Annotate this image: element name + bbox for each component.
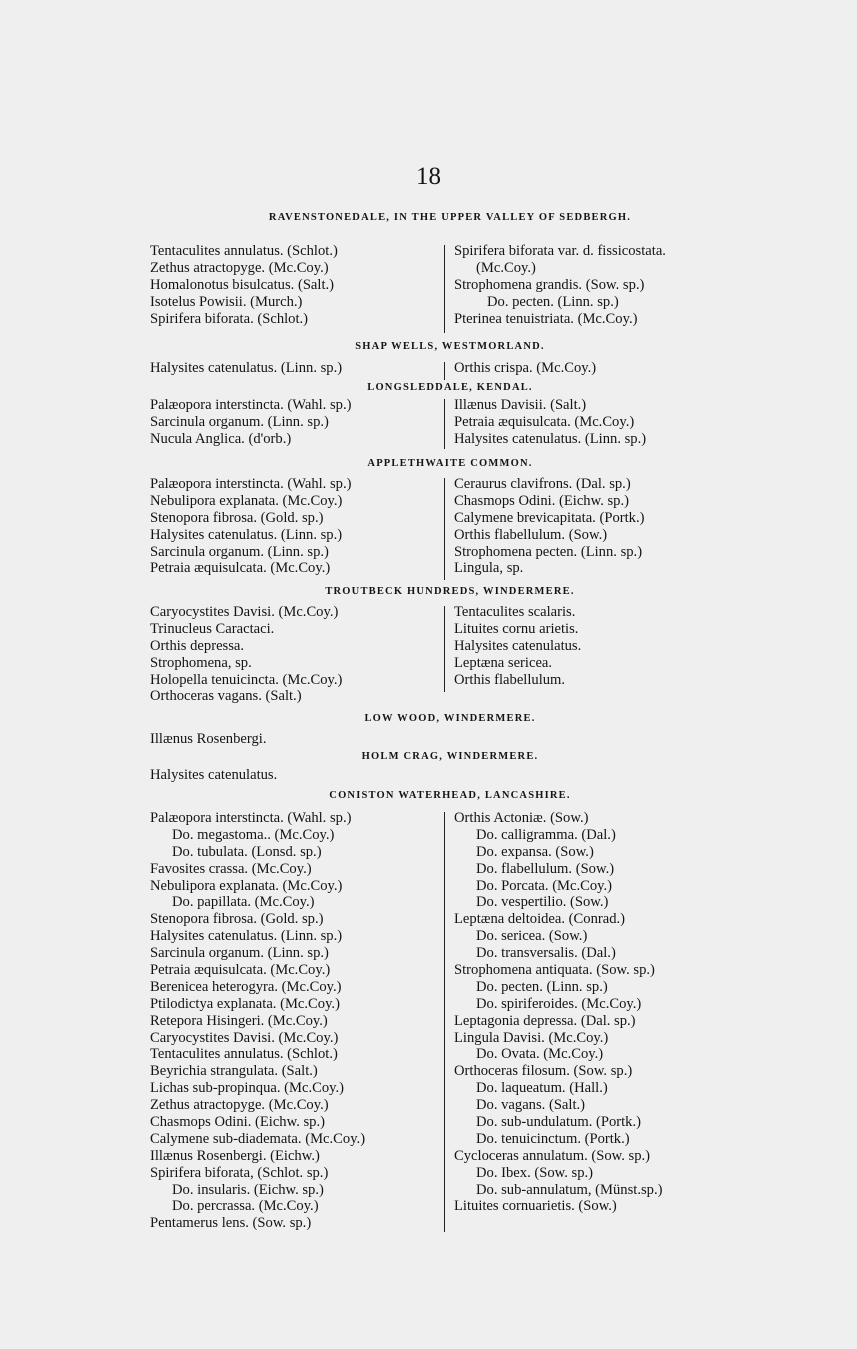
species-entry: Orthis flabellulum. xyxy=(454,671,566,688)
section-heading: HOLM CRAG, WINDERMERE. xyxy=(361,751,539,762)
species-entry: Illænus Rosenbergi. (Eichw.) xyxy=(150,1147,320,1164)
species-entry: Orthis Actoniæ. (Sow.) xyxy=(454,810,589,826)
left-column xyxy=(150,604,442,705)
species-entry: Pentamerus lens. (Sow. sp.) xyxy=(150,1215,312,1232)
species-entry: Do. calligramma. (Dal.) xyxy=(476,826,616,843)
species-entry: Palæopora interstincta. (Wahl. sp.) xyxy=(150,810,352,826)
species-entry: Halysites catenulatus. xyxy=(150,767,278,783)
species-entry: Trinucleus Caractaci. xyxy=(150,620,275,637)
species-entry: Stenopora fibrosa. (Gold. sp.) xyxy=(150,911,324,928)
right-column xyxy=(454,604,764,688)
species-entry: Beyrichia strangulata. (Salt.) xyxy=(150,1063,318,1080)
species-entry: Nebulipora explanata. (Mc.Coy.) xyxy=(150,877,343,894)
species-entry: Lichas sub-propinqua. (Mc.Coy.) xyxy=(150,1080,345,1097)
section-heading: TROUTBECK HUNDREDS, WINDERMERE. xyxy=(325,586,575,597)
species-entry: Strophomena pecten. (Linn. sp.) xyxy=(454,543,643,560)
right-column xyxy=(454,397,764,448)
species-entry: Sarcinula organum. (Linn. sp.) xyxy=(150,543,329,560)
species-entry: Tentaculites scalaris. xyxy=(454,604,576,620)
section-heading: APPLETHWAITE COMMON. xyxy=(367,458,533,469)
species-entry: Do. percrassa. (Mc.Coy.) xyxy=(172,1198,319,1215)
species-entry: Strophomena antiquata. (Sow. sp.) xyxy=(454,962,655,979)
species-entry: Do. insularis. (Eichw. sp.) xyxy=(172,1181,324,1198)
species-entry: Retepora Hisingeri. (Mc.Coy.) xyxy=(150,1012,328,1029)
species-entry: Spirifera biforata var. d. fissicostata. xyxy=(454,243,666,259)
species-entry: Caryocystites Davisi. (Mc.Coy.) xyxy=(150,604,339,620)
species-entry: Do. papillata. (Mc.Coy.) xyxy=(172,894,315,911)
species-entry: Do. sericea. (Sow.) xyxy=(476,928,588,945)
species-entry: Leptæna sericea. xyxy=(454,654,553,671)
species-entry: Strophomena grandis. (Sow. sp.) xyxy=(454,276,645,293)
species-entry: Calymene brevicapitata. (Portk.) xyxy=(454,509,645,526)
species-entry: Lituites cornuarietis. (Sow.) xyxy=(454,1198,617,1215)
species-entry: Do. pecten. (Linn. sp.) xyxy=(476,978,608,995)
species-entry: Homalonotus bisulcatus. (Salt.) xyxy=(150,276,335,293)
species-entry: Ptilodictya explanata. (Mc.Coy.) xyxy=(150,995,340,1012)
species-entry: Chasmops Odini. (Eichw. sp.) xyxy=(454,492,629,509)
species-entry: Do. expansa. (Sow.) xyxy=(476,843,594,860)
right-column xyxy=(454,476,764,577)
right-column xyxy=(454,243,764,327)
species-entry: Do. spiriferoides. (Mc.Coy.) xyxy=(476,995,642,1012)
left-column xyxy=(150,810,442,1232)
species-entry: Cycloceras annulatum. (Sow. sp.) xyxy=(454,1147,651,1164)
column-divider xyxy=(444,245,445,333)
species-entry: Halysites catenulatus. xyxy=(454,637,582,654)
species-entry: Petraia æquisulcata. (Mc.Coy.) xyxy=(150,560,331,577)
section-heading: CONISTON WATERHEAD, LANCASHIRE. xyxy=(329,790,571,801)
species-entry: Do. tubulata. (Lonsd. sp.) xyxy=(172,843,322,860)
column-divider xyxy=(444,399,445,449)
species-entry: Orthoceras vagans. (Salt.) xyxy=(150,688,302,705)
left-column xyxy=(150,243,442,327)
section-heading: LOW WOOD, WINDERMERE. xyxy=(364,713,536,724)
species-entry: Tentaculites annulatus. (Schlot.) xyxy=(150,243,338,259)
species-entry: Chasmops Odini. (Eichw. sp.) xyxy=(150,1114,325,1131)
left-column xyxy=(150,731,442,748)
species-entry: Petraia æquisulcata. (Mc.Coy.) xyxy=(150,962,331,979)
species-entry: Do. laqueatum. (Hall.) xyxy=(476,1080,608,1097)
species-entry: Lingula, sp. xyxy=(454,560,524,577)
species-entry: Strophomena, sp. xyxy=(150,654,252,671)
species-entry: Palæopora interstincta. (Wahl. sp.) xyxy=(150,476,352,492)
species-entry: Zethus atractopyge. (Mc.Coy.) xyxy=(150,1097,329,1114)
species-entry: Zethus atractopyge. (Mc.Coy.) xyxy=(150,259,329,276)
species-entry: Do. Porcata. (Mc.Coy.) xyxy=(476,877,613,894)
species-entry: Do. pecten. (Linn. sp.) xyxy=(487,293,619,310)
species-entry: Do. transversalis. (Dal.) xyxy=(476,945,616,962)
species-entry: Do. vagans. (Salt.) xyxy=(476,1097,586,1114)
species-entry: Nucula Anglica. (d'orb.) xyxy=(150,430,292,447)
species-entry: Nebulipora explanata. (Mc.Coy.) xyxy=(150,492,343,509)
section-heading: SHAP WELLS, WESTMORLAND. xyxy=(355,341,545,352)
column-divider xyxy=(444,478,445,580)
species-entry: Do. sub-annulatum, (Münst.sp.) xyxy=(476,1181,663,1198)
left-column xyxy=(150,397,442,448)
species-entry: Tentaculites annulatus. (Schlot.) xyxy=(150,1046,338,1063)
species-entry: Lituites cornu arietis. xyxy=(454,620,579,637)
species-entry: Illænus Rosenbergi. xyxy=(150,731,267,747)
page-number: 18 xyxy=(416,163,441,190)
species-entry: Do. tenuicinctum. (Portk.) xyxy=(476,1130,630,1147)
species-entry: Berenicea heterogyra. (Mc.Coy.) xyxy=(150,978,342,995)
species-entry: Do. flabellulum. (Sow.) xyxy=(476,860,615,877)
right-column xyxy=(454,810,764,1215)
species-entry: (Mc.Coy.) xyxy=(476,259,536,276)
species-entry: Petraia æquisulcata. (Mc.Coy.) xyxy=(454,413,635,430)
species-entry: Lingula Davisi. (Mc.Coy.) xyxy=(454,1029,609,1046)
species-entry: Halysites catenulatus. (Linn. sp.) xyxy=(454,430,647,447)
species-entry: Leptagonia depressa. (Dal. sp.) xyxy=(454,1012,636,1029)
species-entry: Stenopora fibrosa. (Gold. sp.) xyxy=(150,509,324,526)
species-entry: Holopella tenuicincta. (Mc.Coy.) xyxy=(150,671,343,688)
species-entry: Calymene sub-diademata. (Mc.Coy.) xyxy=(150,1130,366,1147)
species-entry: Orthis flabellulum. (Sow.) xyxy=(454,526,608,543)
species-entry: Spirifera biforata. (Schlot.) xyxy=(150,310,309,327)
species-entry: Do. vespertilio. (Sow.) xyxy=(476,894,609,911)
left-column xyxy=(150,767,442,784)
section-heading: RAVENSTONEDALE, IN THE UPPER VALLEY OF SEDBERGH. xyxy=(268,212,632,223)
species-entry: Do. Ovata. (Mc.Coy.) xyxy=(476,1046,604,1063)
species-entry: Pterinea tenuistriata. (Mc.Coy.) xyxy=(454,310,638,327)
column-divider xyxy=(444,362,445,380)
species-entry: Isotelus Powisii. (Murch.) xyxy=(150,293,303,310)
species-entry: Sarcinula organum. (Linn. sp.) xyxy=(150,945,329,962)
section-heading: LONGSLEDDALE, KENDAL. xyxy=(367,382,533,393)
species-entry: Halysites catenulatus. (Linn. sp.) xyxy=(150,360,343,376)
species-entry: Orthis crispa. (Mc.Coy.) xyxy=(454,360,597,376)
column-divider xyxy=(444,812,445,1232)
species-entry: Orthis depressa. xyxy=(150,637,245,654)
species-entry: Sarcinula organum. (Linn. sp.) xyxy=(150,413,329,430)
species-entry: Orthoceras filosum. (Sow. sp.) xyxy=(454,1063,633,1080)
species-entry: Halysites catenulatus. (Linn. sp.) xyxy=(150,928,343,945)
species-entry: Caryocystites Davisi. (Mc.Coy.) xyxy=(150,1029,339,1046)
species-entry: Leptæna deltoidea. (Conrad.) xyxy=(454,911,626,928)
species-entry: Do. Ibex. (Sow. sp.) xyxy=(476,1164,594,1181)
species-entry: Halysites catenulatus. (Linn. sp.) xyxy=(150,526,343,543)
left-column xyxy=(150,360,442,377)
species-entry: Do. sub-undulatum. (Portk.) xyxy=(476,1114,641,1131)
species-entry: Spirifera biforata, (Schlot. sp.) xyxy=(150,1164,329,1181)
species-entry: Ceraurus clavifrons. (Dal. sp.) xyxy=(454,476,631,492)
species-entry: Palæopora interstincta. (Wahl. sp.) xyxy=(150,397,352,413)
right-column xyxy=(454,360,764,377)
species-entry: Illænus Davisii. (Salt.) xyxy=(454,397,587,413)
column-divider xyxy=(444,606,445,692)
species-entry: Do. megastoma.. (Mc.Coy.) xyxy=(172,826,335,843)
species-entry: Favosites crassa. (Mc.Coy.) xyxy=(150,860,312,877)
left-column xyxy=(150,476,442,577)
